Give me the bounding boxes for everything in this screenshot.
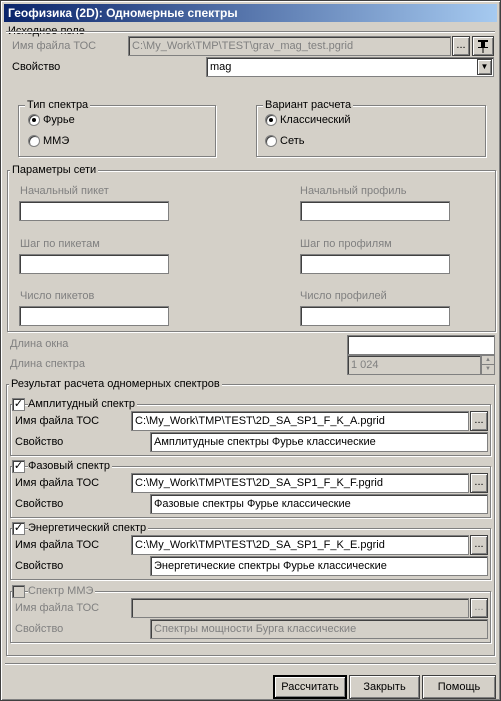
amplitude-file-input[interactable]: C:\My_Work\TMP\TEST\2D_SA_SP1_F_K_A.pgrid xyxy=(131,411,469,431)
spectrum-length-spinner[interactable] xyxy=(481,355,495,375)
pin-icon xyxy=(477,39,489,53)
start-picket-label: Начальный пикет xyxy=(20,185,109,197)
picket-step-label: Шаг по пикетам xyxy=(20,238,100,250)
mme-property-input[interactable]: Спектры мощности Бурга классические xyxy=(150,619,488,639)
amplitude-file-label: Имя файла ТОС xyxy=(15,415,100,427)
phase-checkbox[interactable]: ✓ xyxy=(13,460,24,472)
mme-checkbox[interactable] xyxy=(12,585,25,598)
pin-button[interactable] xyxy=(472,36,494,56)
mme-file-label: Имя файла ТОС xyxy=(15,602,100,614)
picket-count-input[interactable] xyxy=(19,306,169,326)
source-divider xyxy=(77,31,495,33)
property-select-value: mag xyxy=(210,61,232,73)
mme-file-input[interactable] xyxy=(131,598,469,618)
start-profile-label: Начальный профиль xyxy=(300,185,407,197)
window-length-label: Длина окна xyxy=(10,338,69,350)
radio-fourier-label[interactable]: Фурье xyxy=(43,114,75,126)
radio-classic[interactable] xyxy=(265,114,277,126)
grid-params-title: Параметры сети xyxy=(12,164,97,176)
radio-mme[interactable] xyxy=(28,135,40,147)
property-dropdown-button[interactable] xyxy=(477,59,492,75)
picket-step-input[interactable] xyxy=(19,254,169,274)
phase-file-label: Имя файла ТОС xyxy=(15,477,100,489)
picket-count-label: Число пикетов xyxy=(20,290,95,302)
amplitude-property-input[interactable]: Амплитудные спектры Фурье классические xyxy=(150,432,488,452)
window-length-input[interactable] xyxy=(347,335,495,355)
property-select[interactable] xyxy=(206,57,494,77)
phase-browse-button[interactable]: ... xyxy=(470,473,488,493)
source-file-label: Имя файла ТОС xyxy=(12,40,97,52)
profile-step-input[interactable] xyxy=(300,254,450,274)
radio-grid[interactable] xyxy=(265,135,277,147)
source-divider-left xyxy=(6,31,81,33)
amplitude-browse-button[interactable]: ... xyxy=(470,411,488,431)
chevron-down-icon: ▼ xyxy=(480,62,489,71)
radio-grid-label[interactable]: Сеть xyxy=(280,135,305,147)
profile-step-label: Шаг по профилям xyxy=(300,238,392,250)
mme-property-label: Свойство xyxy=(15,623,64,635)
title-bar[interactable] xyxy=(4,4,497,22)
mme-browse-button[interactable]: ... xyxy=(470,598,488,618)
source-property-label: Свойство xyxy=(12,61,61,73)
phase-file-input[interactable]: C:\My_Work\TMP\TEST\2D_SA_SP1_F_K_F.pgrid xyxy=(131,473,469,493)
source-browse-button[interactable]: ... xyxy=(452,36,470,56)
phase-title[interactable]: Фазовый спектр xyxy=(28,460,111,472)
help-button[interactable]: Помощь xyxy=(422,675,496,699)
calculate-button[interactable]: Рассчитать xyxy=(273,675,347,699)
profile-count-input[interactable] xyxy=(300,306,450,326)
energy-property-label: Свойство xyxy=(15,560,64,572)
spectrum-type-title: Тип спектра xyxy=(27,99,89,111)
radio-mme-label[interactable]: ММЭ xyxy=(43,135,70,147)
radio-fourier[interactable] xyxy=(28,114,40,126)
spectrum-length-label: Длина спектра xyxy=(10,358,86,370)
energy-file-label: Имя файла ТОС xyxy=(15,539,100,551)
amplitude-checkbox[interactable]: ✓ xyxy=(13,398,24,410)
results-title: Результат расчета одномерных спектров xyxy=(11,378,220,390)
phase-property-label: Свойство xyxy=(15,498,64,510)
source-group-title: Исходное поле xyxy=(8,25,85,37)
energy-title[interactable]: Энергетический спектр xyxy=(28,522,147,534)
close-button[interactable]: Закрыть xyxy=(349,675,420,699)
energy-file-input[interactable]: C:\My_Work\TMP\TEST\2D_SA_SP1_F_K_E.pgrid xyxy=(131,535,469,555)
spin-up-icon[interactable]: ▲ xyxy=(482,356,494,365)
calc-variant-title: Вариант расчета xyxy=(265,99,352,111)
energy-property-input[interactable]: Энергетические спектры Фурье классические xyxy=(150,556,488,576)
amplitude-property-label: Свойство xyxy=(15,436,64,448)
radio-classic-label[interactable]: Классический xyxy=(280,114,351,126)
spin-down-icon[interactable]: ▼ xyxy=(485,366,491,372)
mme-title[interactable]: Спектр ММЭ xyxy=(28,585,94,597)
start-profile-input[interactable] xyxy=(300,201,450,221)
source-file-input[interactable]: C:\My_Work\TMP\TEST\grav_mag_test.pgrid xyxy=(128,36,451,56)
start-picket-input[interactable] xyxy=(19,201,169,221)
window-title: Геофизика (2D): Одномерные спектры xyxy=(8,6,238,20)
bottom-divider xyxy=(5,663,496,665)
energy-browse-button[interactable]: ... xyxy=(470,535,488,555)
spectrum-length-input[interactable]: 1 024 xyxy=(347,355,481,375)
amplitude-title[interactable]: Амплитудный спектр xyxy=(28,398,135,410)
profile-count-label: Число профилей xyxy=(300,290,387,302)
phase-property-input[interactable]: Фазовые спектры Фурье классические xyxy=(150,494,488,514)
energy-checkbox[interactable]: ✓ xyxy=(13,522,24,534)
